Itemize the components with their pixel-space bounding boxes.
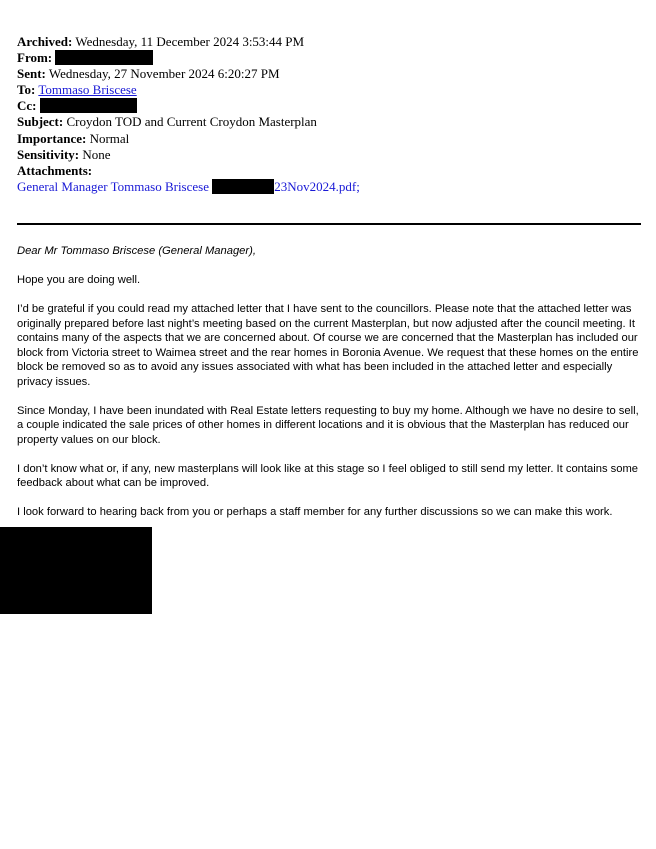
sent-label: Sent: [17, 66, 46, 82]
sensitivity-label: Sensitivity: [17, 146, 80, 162]
attachment-link[interactable] [17, 179, 637, 195]
importance-value: Normal [89, 130, 130, 146]
attachments-label: Attachments: [17, 162, 93, 178]
to-row [17, 82, 637, 98]
cc-row [17, 98, 637, 114]
sent-value: Wednesday, 27 November 2024 6:20:27 PM [48, 66, 280, 82]
importance-label: Importance: [17, 130, 87, 146]
body-paragraph: Hope you are doing well. [17, 274, 141, 286]
body-paragraph: Since Monday, I have been inundated with Real Estate letters requesting to buy my home. Although we have no desire to sell, a couple indicated the sale prices of other homes in different locations and it is obvious that the Masterplan has reduced our property values on our block. [17, 404, 639, 446]
email-body [17, 244, 641, 534]
archived-value: Wednesday, 11 December 2024 3:53:44 PM [75, 34, 305, 49]
body-paragraph: I look forward to hearing back from you or perhaps a staff member for any further discussions so we can make this work. [17, 506, 613, 518]
from-row [17, 50, 637, 66]
attachment-redaction [212, 179, 274, 194]
sent-row [17, 66, 637, 82]
sensitivity-value: None [82, 146, 111, 162]
importance-row [17, 131, 637, 147]
email-header [17, 34, 637, 195]
attachment-name-suffix: 23Nov2024.pdf; [274, 178, 360, 194]
archived-row [17, 34, 637, 50]
subject-label: Subject: [17, 114, 64, 130]
body-paragraph: I don’t know what or, if any, new masterplans will look like at this stage so I feel obliged to still send my letter. It contains some feedback about what can be improved. [17, 462, 638, 489]
salutation: Dear Mr Tommaso Briscese (General Manager), [17, 245, 256, 257]
cc-label: Cc: [17, 98, 37, 114]
to-recipient-link[interactable]: Tommaso Briscese [38, 82, 137, 98]
archived-label: Archived: [17, 34, 73, 49]
from-label: From: [17, 50, 53, 66]
signature-redaction [0, 527, 152, 614]
to-label: To: [17, 82, 36, 98]
header-divider [17, 223, 641, 225]
subject-value: Croydon TOD and Current Croydon Masterplan [66, 114, 317, 130]
subject-row [17, 114, 637, 130]
attachment-name-prefix: General Manager Tommaso Briscese [17, 178, 209, 194]
sensitivity-row [17, 147, 637, 163]
cc-redaction [40, 98, 137, 113]
body-paragraph: I’d be grateful if you could read my attached letter that I have sent to the councillors. Please note that the attached letter was originally prepared before last night’s meeting based on the current Masterplan, but now adjusted after the council meeting. It contains many of the aspects that we are concerned about. Of course we are concerned that the Masterplan has included our block from Victoria street to Waimea street and the rear homes in Boronia Avenue. We request that these homes on the entire block be removed so as to avoid any issues associated with what has been included in the attached letter and especially privacy issues. [17, 303, 639, 388]
attachments-row [17, 163, 637, 179]
from-redaction [55, 50, 153, 65]
